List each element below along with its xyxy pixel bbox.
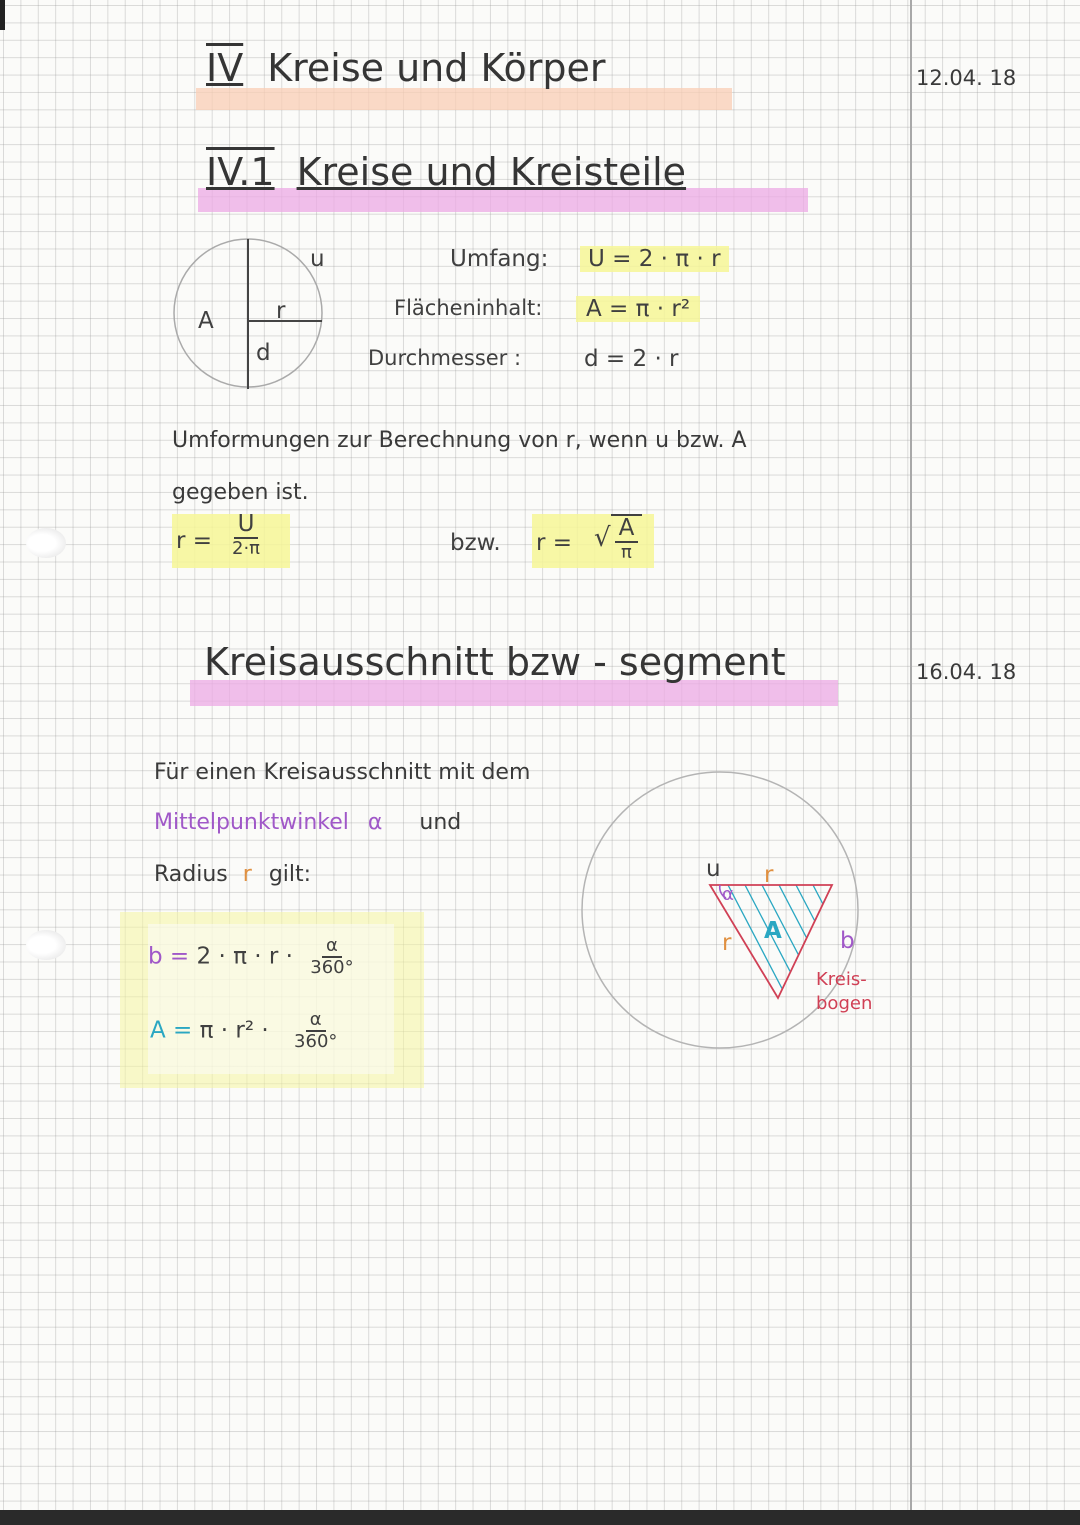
umformung-line2: gegeben ist. [172,480,309,505]
r-formula-fraction [228,512,264,559]
a-formula-den: 360° [294,1030,338,1052]
flaeche-label: Flächeninhalt: [394,296,543,320]
umfang-label: Umfang: [450,246,549,272]
heading-highlight [196,88,732,110]
scan-bottom-edge [0,1510,1080,1525]
circle-label-d: d [256,340,271,366]
b-formula-mid: 2 · π · r · [196,943,293,970]
radius-text: Radius [154,862,228,887]
heading-text: Kreise und Körper [267,46,606,90]
r-formula-den: 2·π [232,538,261,560]
a-formula-num: α [306,1010,326,1032]
mittelpunktwinkel-text: Mittelpunktwinkel [154,810,349,835]
subheading-roman: IV.1 [206,150,275,194]
date-second: 16.04. 18 [916,660,1017,684]
b-formula [148,936,358,978]
bzw-text: bzw. [450,530,501,556]
sector-label-r-left: r [722,930,732,956]
page-edge-mark [0,0,5,30]
r-formula-num: U [234,512,259,539]
sector-label-area: A [764,918,782,944]
radius-r: r [242,862,252,887]
durchmesser-label: Durchmesser : [368,346,522,370]
circle-label-r: r [276,298,286,324]
punch-hole-bottom [26,930,66,960]
b-formula-left: b = [148,943,190,970]
a-formula-left: A = [150,1017,193,1044]
alpha-symbol: α [367,810,383,835]
r2-formula-sqrt: √ $\frac{A}{\pi}$ [594,514,642,563]
flaeche-formula: A = π · r² [576,296,700,322]
sector-label-r-top: r [764,862,774,888]
b-formula-num: α [322,936,342,958]
r2-formula-eq: r = [536,530,573,556]
a-formula [150,1010,341,1052]
date-first: 12.04. 18 [916,66,1017,90]
margin-line [910,0,912,1525]
umformung-line1: Umformungen zur Berechnung von r, wenn u bzw. A [172,428,747,453]
r2-formula-num: A [615,516,639,543]
sector-text-line3 [154,862,311,887]
page-heading [206,46,606,90]
sector-label-u: u [706,856,721,882]
heading-roman: IV [206,46,244,90]
r-formula-eq: r = [176,528,213,554]
durchmesser-formula: d = 2 · r [584,346,679,372]
sector-label-alpha: α [722,884,734,905]
und-text: und [419,810,462,835]
circle-label-u: u [310,246,325,272]
punch-hole-top [26,528,66,558]
page-subheading [206,150,686,194]
b-formula-den: 360° [310,956,354,978]
subheading-text: Kreise und Kreisteile [296,150,687,194]
a-formula-mid: π · r² · [199,1017,269,1044]
sector-text-line1: Für einen Kreisausschnitt mit dem [154,760,531,785]
section2-title: Kreisausschnitt bzw - segment [204,640,786,684]
umfang-formula: U = 2 · π · r [580,246,729,272]
sector-text-line2 [154,810,461,835]
r2-formula-den: π [621,542,632,564]
sector-label-b: b [840,928,855,954]
circle-label-a: A [198,308,214,334]
sector-label-kreisbogen: Kreis- bogen [816,969,873,1014]
gilt-text: gilt: [268,862,312,887]
sector-diagram [570,760,910,1080]
